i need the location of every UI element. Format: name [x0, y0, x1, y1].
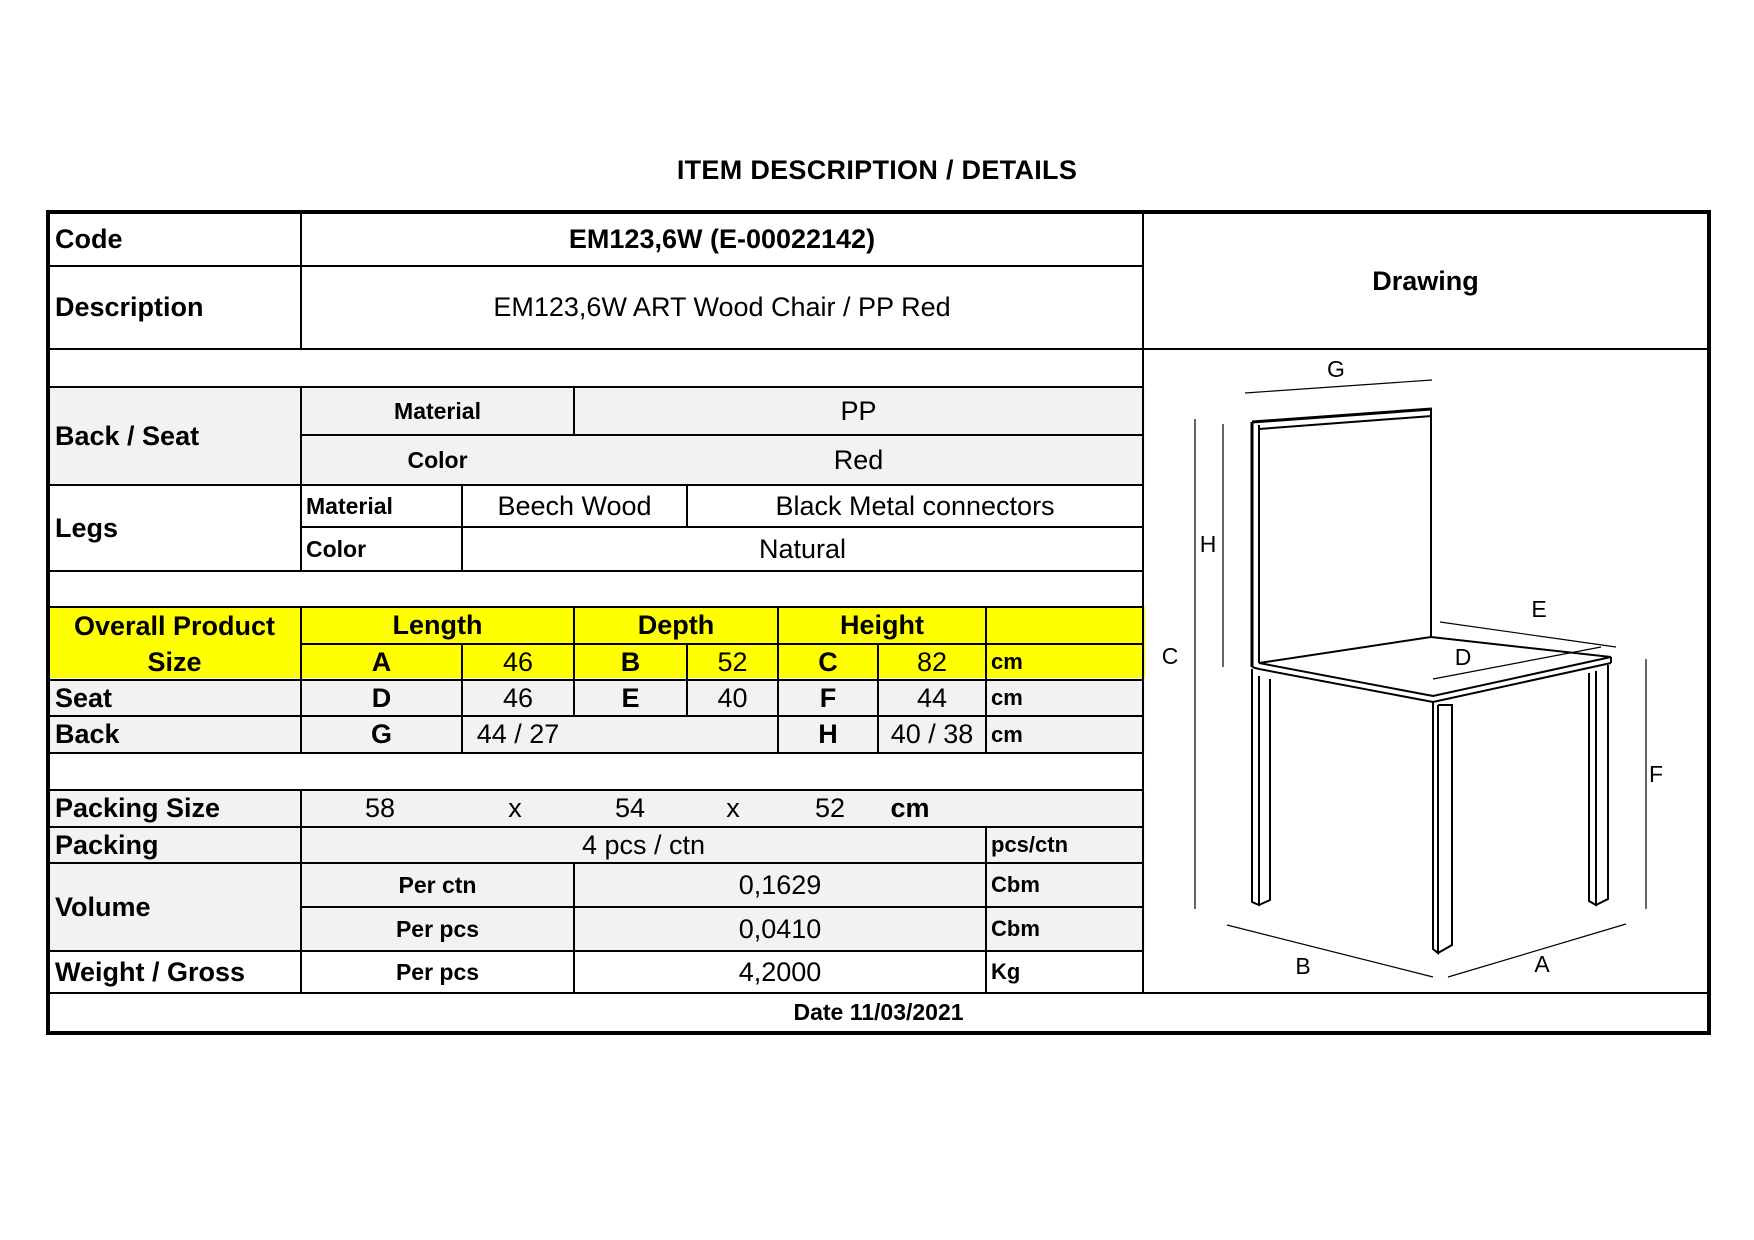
back-unit: cm — [991, 721, 1023, 747]
back-label: Back — [55, 719, 120, 749]
packing-size-length: 58 — [364, 793, 396, 823]
weight-value: 4,2000 — [738, 956, 822, 987]
overall-c-letter: C — [818, 646, 838, 677]
back-seat-material-label: Material — [394, 397, 481, 424]
overall-b-value: 52 — [717, 646, 748, 677]
volume-per-ctn-label: Per ctn — [398, 871, 477, 898]
description-value: EM123,6W ART Wood Chair / PP Red — [493, 292, 951, 322]
packing-value: 4 pcs / ctn — [581, 829, 706, 860]
weight-unit: Kg — [991, 959, 1021, 984]
weight-per-pcs-label: Per pcs — [395, 958, 480, 985]
dim-label-d: D — [1454, 644, 1472, 670]
seat-f-value: 44 — [916, 682, 948, 713]
overall-a-value: 46 — [502, 646, 534, 677]
legs-color-label: Color — [306, 535, 367, 562]
dim-label-b: B — [1295, 953, 1311, 979]
height-header: Height — [840, 610, 924, 640]
dim-label-e: E — [1531, 596, 1547, 622]
volume-label: Volume — [55, 891, 151, 922]
volume-per-ctn-unit: Cbm — [991, 872, 1040, 897]
legs-color-value: Natural — [758, 533, 847, 564]
description-label: Description — [55, 292, 204, 322]
seat-f-letter: F — [819, 682, 837, 713]
packing-label: Packing — [55, 829, 159, 860]
dim-label-c: C — [1161, 643, 1179, 669]
code-label: Code — [55, 224, 123, 254]
seat-d-letter: D — [371, 682, 392, 713]
volume-per-pcs-label: Per pcs — [395, 915, 480, 942]
chair-dimension-drawing — [1141, 349, 1704, 994]
back-seat-color-value: Red — [833, 444, 884, 475]
seat-e-letter: E — [621, 682, 640, 713]
overall-unit: cm — [991, 649, 1023, 674]
packing-size-x1: x — [508, 793, 522, 823]
back-h-letter: H — [818, 719, 838, 749]
back-g-value: 44 / 27 — [476, 719, 560, 749]
dim-label-f: F — [1648, 761, 1664, 787]
volume-per-ctn-value: 0,1629 — [738, 869, 822, 900]
legs-material-value: Beech Wood — [497, 490, 652, 521]
date: Date 11/03/2021 — [793, 999, 964, 1025]
overall-b-letter: B — [620, 646, 641, 677]
chair-legs — [1252, 665, 1608, 953]
back-seat-material-value: PP — [840, 395, 877, 426]
legs-material-label: Material — [306, 492, 393, 519]
depth-header: Depth — [637, 610, 715, 640]
weight-label: Weight / Gross — [55, 956, 246, 987]
code-value: EM123,6W (E-00022142) — [568, 224, 876, 254]
back-h-value: 40 / 38 — [890, 719, 974, 749]
seat-e-value: 40 — [717, 682, 748, 713]
legs-connectors-value: Black Metal connectors — [775, 490, 1055, 521]
packing-size-height: 52 — [814, 793, 846, 823]
chair-seat — [1252, 637, 1611, 702]
packing-size-unit: cm — [890, 793, 930, 823]
chair-backrest — [1252, 409, 1432, 667]
back-seat-label: Back / Seat — [55, 420, 200, 451]
seat-d-value: 46 — [502, 682, 534, 713]
drawing-label: Drawing — [1372, 265, 1479, 296]
dim-label-h: H — [1199, 531, 1217, 557]
legs-label: Legs — [55, 512, 119, 543]
dim-label-a: A — [1534, 951, 1550, 977]
seat-unit: cm — [991, 685, 1023, 710]
page-title: ITEM DESCRIPTION / DETAILS — [676, 155, 1078, 185]
dim-label-g: G — [1327, 356, 1345, 382]
packing-size-width: 54 — [614, 793, 646, 823]
volume-per-pcs-value: 0,0410 — [738, 913, 822, 944]
overall-c-value: 82 — [916, 646, 948, 677]
packing-size-x2: x — [726, 793, 740, 823]
packing-size-label: Packing Size — [55, 793, 221, 823]
back-seat-color-label: Color — [407, 446, 468, 473]
seat-label: Seat — [55, 682, 113, 713]
length-header: Length — [392, 610, 483, 640]
overall-a-letter: A — [371, 646, 392, 677]
overall-size-label: Overall Product Size — [73, 610, 276, 677]
packing-unit: pcs/ctn — [991, 832, 1069, 857]
back-g-letter: G — [370, 719, 392, 749]
dimension-lines — [1195, 380, 1646, 977]
volume-per-pcs-unit: Cbm — [991, 916, 1040, 941]
